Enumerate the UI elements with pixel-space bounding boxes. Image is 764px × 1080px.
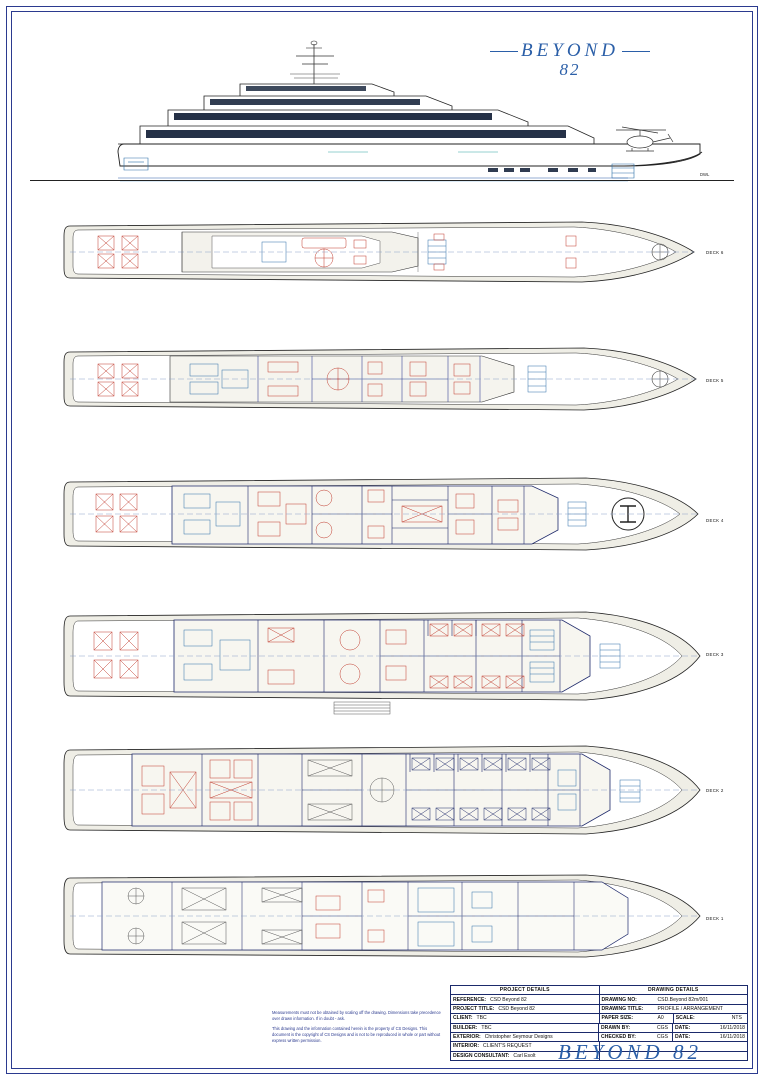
- deck-label-2: DECK 2: [706, 788, 724, 793]
- deck-label-5: DECK 5: [706, 378, 724, 383]
- checked-by-value: CGS: [657, 1034, 669, 1041]
- date-drawn-value: 16/11/2018: [719, 1024, 745, 1031]
- client-key: CLIENT:: [453, 1015, 473, 1022]
- waterline: [30, 180, 734, 181]
- paper-size-key: PAPER SIZE:: [601, 1015, 634, 1022]
- drawing-title-value: PROFILE / ARRANGEMENT: [657, 1005, 723, 1012]
- deck-label-6: DECK 6: [706, 250, 724, 255]
- brand-logo-top: [470, 40, 670, 80]
- builder-key: BUILDER:: [453, 1024, 478, 1031]
- deck-label-4: DECK 4: [706, 518, 724, 523]
- brand-bottom-text: BEYOND 82: [558, 1040, 702, 1064]
- interior-key: INTERIOR:: [453, 1043, 480, 1050]
- deck-plan-5: [62, 338, 702, 420]
- date-drawn-key: DATE:: [675, 1024, 691, 1031]
- deck-label-3: DECK 3: [706, 652, 724, 657]
- scale-key: SCALE:: [675, 1015, 695, 1022]
- deck-plan-6: [62, 212, 702, 292]
- deck-plan-4: [62, 468, 702, 560]
- project-title-key: PROJECT TITLE:: [453, 1005, 495, 1012]
- waterline-label: DWL: [700, 172, 710, 177]
- client-value: TBC: [476, 1015, 487, 1022]
- drawing-notes: [272, 1010, 442, 1048]
- date-checked-value: 16/11/2018: [719, 1034, 745, 1041]
- project-details-header: PROJECT DETAILS: [499, 987, 550, 994]
- exterior-key: EXTERIOR:: [453, 1034, 481, 1041]
- drawing-no-value: CSD.Beyond 82m/001: [657, 996, 709, 1003]
- note-copyright: This drawing and the information contained herein is the property of CS Designs. This document is the copyright of CS Designs and is not to be reproduced in whole or part without express written permission.: [272, 1025, 441, 1043]
- design-consultant-value: Carl Esolt: [513, 1052, 536, 1059]
- reference-key: REFERENCE:: [453, 996, 487, 1003]
- project-title-value: CSD Beyond 82: [498, 1005, 535, 1012]
- checked-by-key: CHECKED BY:: [601, 1034, 636, 1041]
- note-measurements: Measurements must not be obtained by scaling off the drawing. Dimensions take precedence over drawn information. If in doubt - ask.: [272, 1010, 441, 1021]
- drawing-no-key: DRAWING NO:: [601, 996, 637, 1003]
- brand-name: BEYOND: [521, 40, 619, 61]
- builder-value: TBC: [481, 1024, 492, 1031]
- brand-logo-bottom: [520, 1040, 740, 1065]
- reference-value: CSD Beyond 82: [490, 996, 527, 1003]
- design-consultant-key: DESIGN CONSULTANT:: [453, 1052, 510, 1059]
- deck-plan-3: [62, 600, 702, 720]
- scale-value: NTS: [731, 1015, 742, 1022]
- brand-rule-right: [622, 51, 650, 52]
- drawing-details-header: DRAWING DETAILS: [648, 987, 699, 994]
- deck-plan-2: [62, 736, 702, 848]
- drawn-by-key: DRAWN BY:: [601, 1024, 631, 1031]
- interior-value: CLIENT'S REQUEST: [483, 1043, 532, 1050]
- brand-rule-left: [490, 51, 518, 52]
- deck-label-1: DECK 1: [706, 916, 724, 921]
- exterior-value: Christopher Seymour Designs: [484, 1034, 553, 1041]
- date-checked-key: DATE:: [675, 1034, 691, 1041]
- drawn-by-value: CGS: [657, 1024, 669, 1031]
- drawing-title-key: DRAWING TITLE:: [601, 1005, 644, 1012]
- paper-size-value: A0: [657, 1015, 664, 1022]
- deck-plan-1: [62, 866, 702, 970]
- brand-number: 82: [559, 60, 581, 79]
